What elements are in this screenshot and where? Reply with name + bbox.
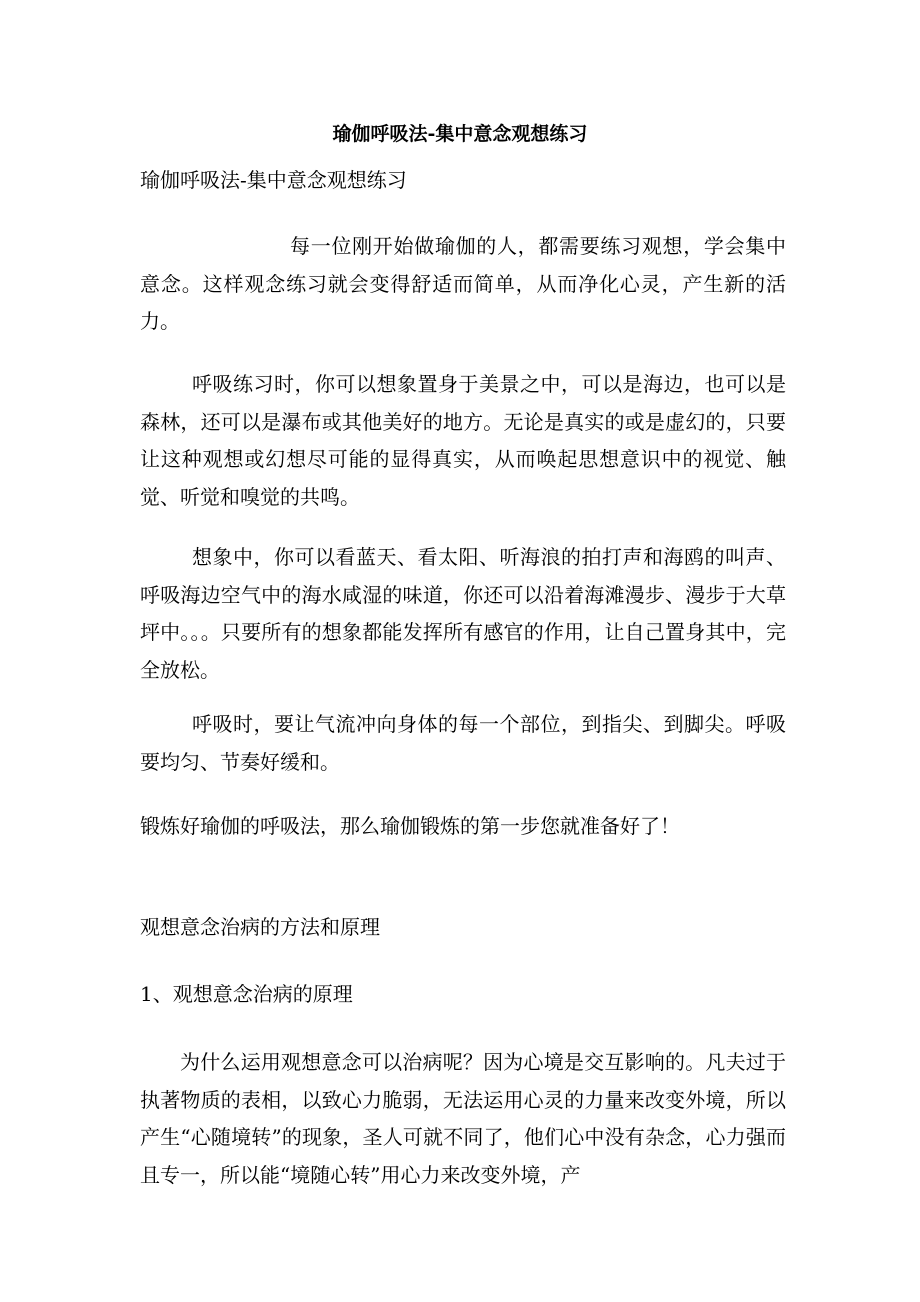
- document-title: 瑜伽呼吸法-集中意念观想练习: [332, 123, 588, 145]
- paragraph-breathing-imagination: 呼吸练习时，你可以想象置身于美景之中，可以是海边，也可以是森林，还可以是瀑布或其他美好的地方。无论是真实的或是虚幻的，只要让这种观想或幻想尽可能的显得真实，从而唤起思想意识中的视觉、触觉、听觉和嗅觉的共鸣。: [140, 372, 786, 509]
- paragraph-imagination-scene: 想象中，你可以看蓝天、看太阳、听海浪的拍打声和海鸥的叫声、呼吸海边空气中的海水咸湿的味道，你还可以沿着海滩漫步、漫步于大草坪中。。。只要所有的想象都能发挥所有感官的作用，让自己置身其中，完全放松。: [140, 545, 786, 682]
- paragraph-intro: 每一位刚开始做瑜伽的人，都需要练习观想，学会集中意念。这样观念练习就会变得舒适而简单，从而净化心灵，产生新的活力。: [140, 234, 786, 333]
- paragraph-breathing-flow: 呼吸时，要让气流冲向身体的每一个部位，到指尖、到脚尖。呼吸要均匀、节奏好缓和。: [140, 712, 786, 774]
- subsection-heading: 1、观想意念治病的原理: [140, 982, 353, 1006]
- paragraph-conclusion: 锻炼好瑜伽的呼吸法，那么瑜伽锻炼的第一步您就准备好了！: [140, 814, 680, 838]
- document-subtitle: 瑜伽呼吸法-集中意念观想练习: [140, 168, 407, 192]
- section-heading: 观想意念治病的方法和原理: [140, 915, 380, 939]
- paragraph-principle: 为什么运用观想意念可以治病呢？因为心境是交互影响的。凡夫过于执著物质的表相，以致心力脆弱，无法运用心灵的力量来改变外境，所以产生“心随境转”的现象，圣人可就不同了，他们心中没有杂念，心力强而且专一，所以能“境随心转”用心力来改变外境，产: [140, 1050, 786, 1187]
